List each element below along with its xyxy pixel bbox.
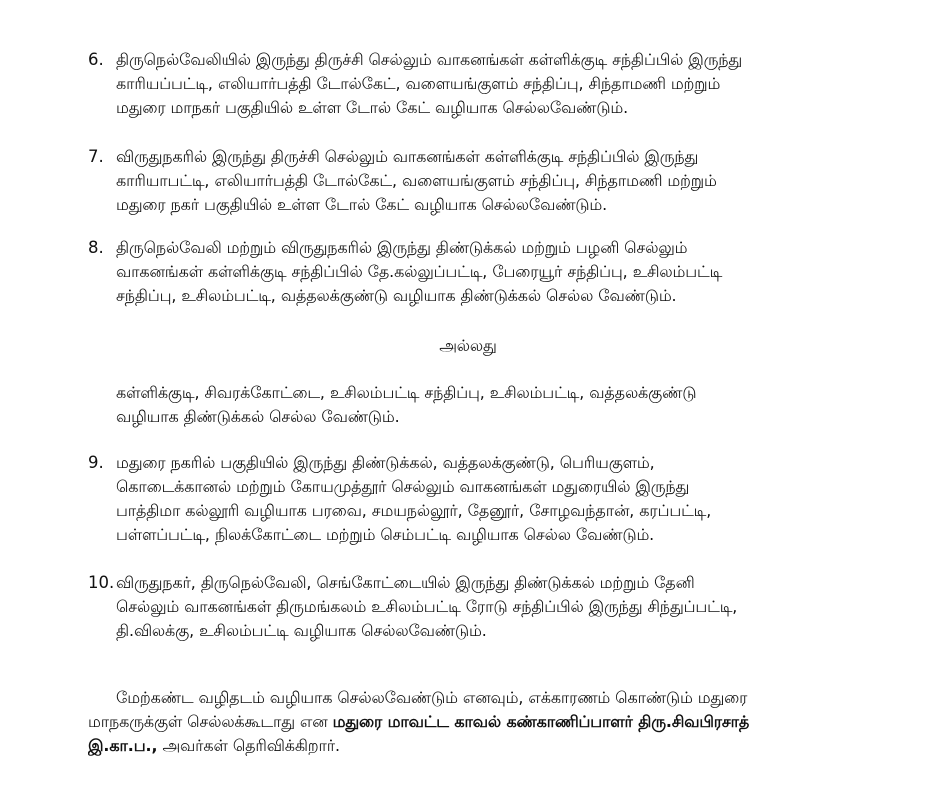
item-line: தி.விலக்கு, உசிலம்பட்டி வழியாக செல்லவேண்டும். bbox=[116, 621, 487, 640]
closing-line-3 bbox=[88, 734, 870, 758]
item-text bbox=[116, 571, 870, 643]
closing-line-3-bold: இ.கா.ப., bbox=[88, 736, 158, 755]
closing-line-3-plain: அவர்கள் தெரிவிக்கிறார். bbox=[157, 736, 341, 755]
item-text bbox=[116, 145, 870, 217]
alt-line: வழியாக திண்டுக்கல் செல்ல வேண்டும். bbox=[116, 407, 400, 426]
or-label: அல்லது bbox=[439, 336, 497, 355]
closing-line-2 bbox=[88, 710, 870, 734]
alternative-route-text bbox=[116, 381, 870, 429]
item-number: 9. bbox=[88, 453, 104, 472]
alt-line: கள்ளிக்குடி, சிவரக்கோட்டை, உசிலம்பட்டி சந்திப்பு, உசிலம்பட்டி, வத்தலக்குண்டு bbox=[116, 383, 697, 402]
item-line: பாத்திமா கல்லூரி வழியாக பரவை, சமயநல்லூர், தேனூர், சோழவந்தான், கரப்பட்டி, bbox=[116, 501, 712, 520]
item-line: சந்திப்பு, உசிலம்பட்டி, வத்தலக்குண்டு வழியாக திண்டுக்கல் செல்ல வேண்டும். bbox=[116, 286, 677, 305]
list-item-10 bbox=[88, 571, 870, 643]
list-item-8 bbox=[88, 236, 870, 308]
closing-line-2-bold: மதுரை மாவட்ட காவல் கண்காணிப்பாளர் திரு.சிவபிரசாத் bbox=[332, 712, 750, 731]
closing-paragraph bbox=[88, 686, 870, 758]
item-line: காரியாபட்டி, எலியார்பத்தி டோல்கேட், வளையங்குளம் சந்திப்பு, சிந்தாமணி மற்றும் bbox=[116, 171, 717, 190]
item-number: 8. bbox=[88, 238, 104, 257]
item-line: மதுரை மாநகர் பகுதியில் உள்ள டோல் கேட் வழியாக செல்லவேண்டும். bbox=[116, 98, 629, 117]
item-line: செல்லும் வாகனங்கள் திருமங்கலம் உசிலம்பட்டி ரோடு சந்திப்பில் இருந்து சிந்துப்பட்டி, bbox=[116, 597, 738, 616]
item-line: விருதுநகர், திருநெல்வேலி, செங்கோட்டையில் இருந்து திண்டுக்கல் மற்றும் தேனி bbox=[116, 573, 695, 592]
list-item-6 bbox=[88, 48, 870, 120]
item-text bbox=[116, 236, 870, 308]
list-item-7 bbox=[88, 145, 870, 217]
item-line: விருதுநகரில் இருந்து திருச்சி செல்லும் வாகனங்கள் கள்ளிக்குடி சந்திப்பில் இருந்து bbox=[116, 147, 699, 166]
closing-line-2-plain: மாநகருக்குள் செல்லக்கூடாது என bbox=[88, 712, 333, 731]
item-line: மதுரை நகரில் பகுதியில் இருந்து திண்டுக்கல், வத்தலக்குண்டு, பெரியகுளம், bbox=[116, 453, 655, 472]
item-line: திருநெல்வேலி மற்றும் விருதுநகரில் இருந்து திண்டுக்கல் மற்றும் பழனி செல்லும் bbox=[116, 238, 688, 257]
item-number: 10. bbox=[88, 573, 115, 592]
item-line: காரியப்பட்டி, எலியார்பத்தி டோல்கேட், வளையங்குளம் சந்திப்பு, சிந்தாமணி மற்றும் bbox=[116, 74, 721, 93]
list-item-9 bbox=[88, 451, 870, 547]
item-number: 7. bbox=[88, 147, 104, 166]
item-line: வாகனங்கள் கள்ளிக்குடி சந்திப்பில் தே.கல்லுப்பட்டி, பேரையூர் சந்திப்பு, உசிலம்பட்டி bbox=[116, 262, 723, 281]
item-line: திருநெல்வேலியில் இருந்து திருச்சி செல்லும் வாகனங்கள் கள்ளிக்குடி சந்திப்பில் இருந்து bbox=[116, 50, 743, 69]
item-line: கொடைக்கானல் மற்றும் கோயமுத்தூர் செல்லும் வாகனங்கள் மதுரையில் இருந்து bbox=[116, 477, 690, 496]
alternative-route bbox=[88, 381, 870, 429]
item-line: பள்ளப்பட்டி, நிலக்கோட்டை மற்றும் செம்பட்டி வழியாக செல்ல வேண்டும். bbox=[116, 525, 655, 544]
closing-line-1: மேற்கண்ட வழிதடம் வழியாக செல்லவேண்டும் எனவும், எக்காரணம் கொண்டும் மதுரை bbox=[116, 688, 748, 707]
item-number: 6. bbox=[88, 50, 104, 69]
item-text bbox=[116, 48, 870, 120]
item-line: மதுரை நகர் பகுதியில் உள்ள டோல் கேட் வழியாக செல்லவேண்டும். bbox=[116, 195, 608, 214]
item-text bbox=[116, 451, 870, 547]
